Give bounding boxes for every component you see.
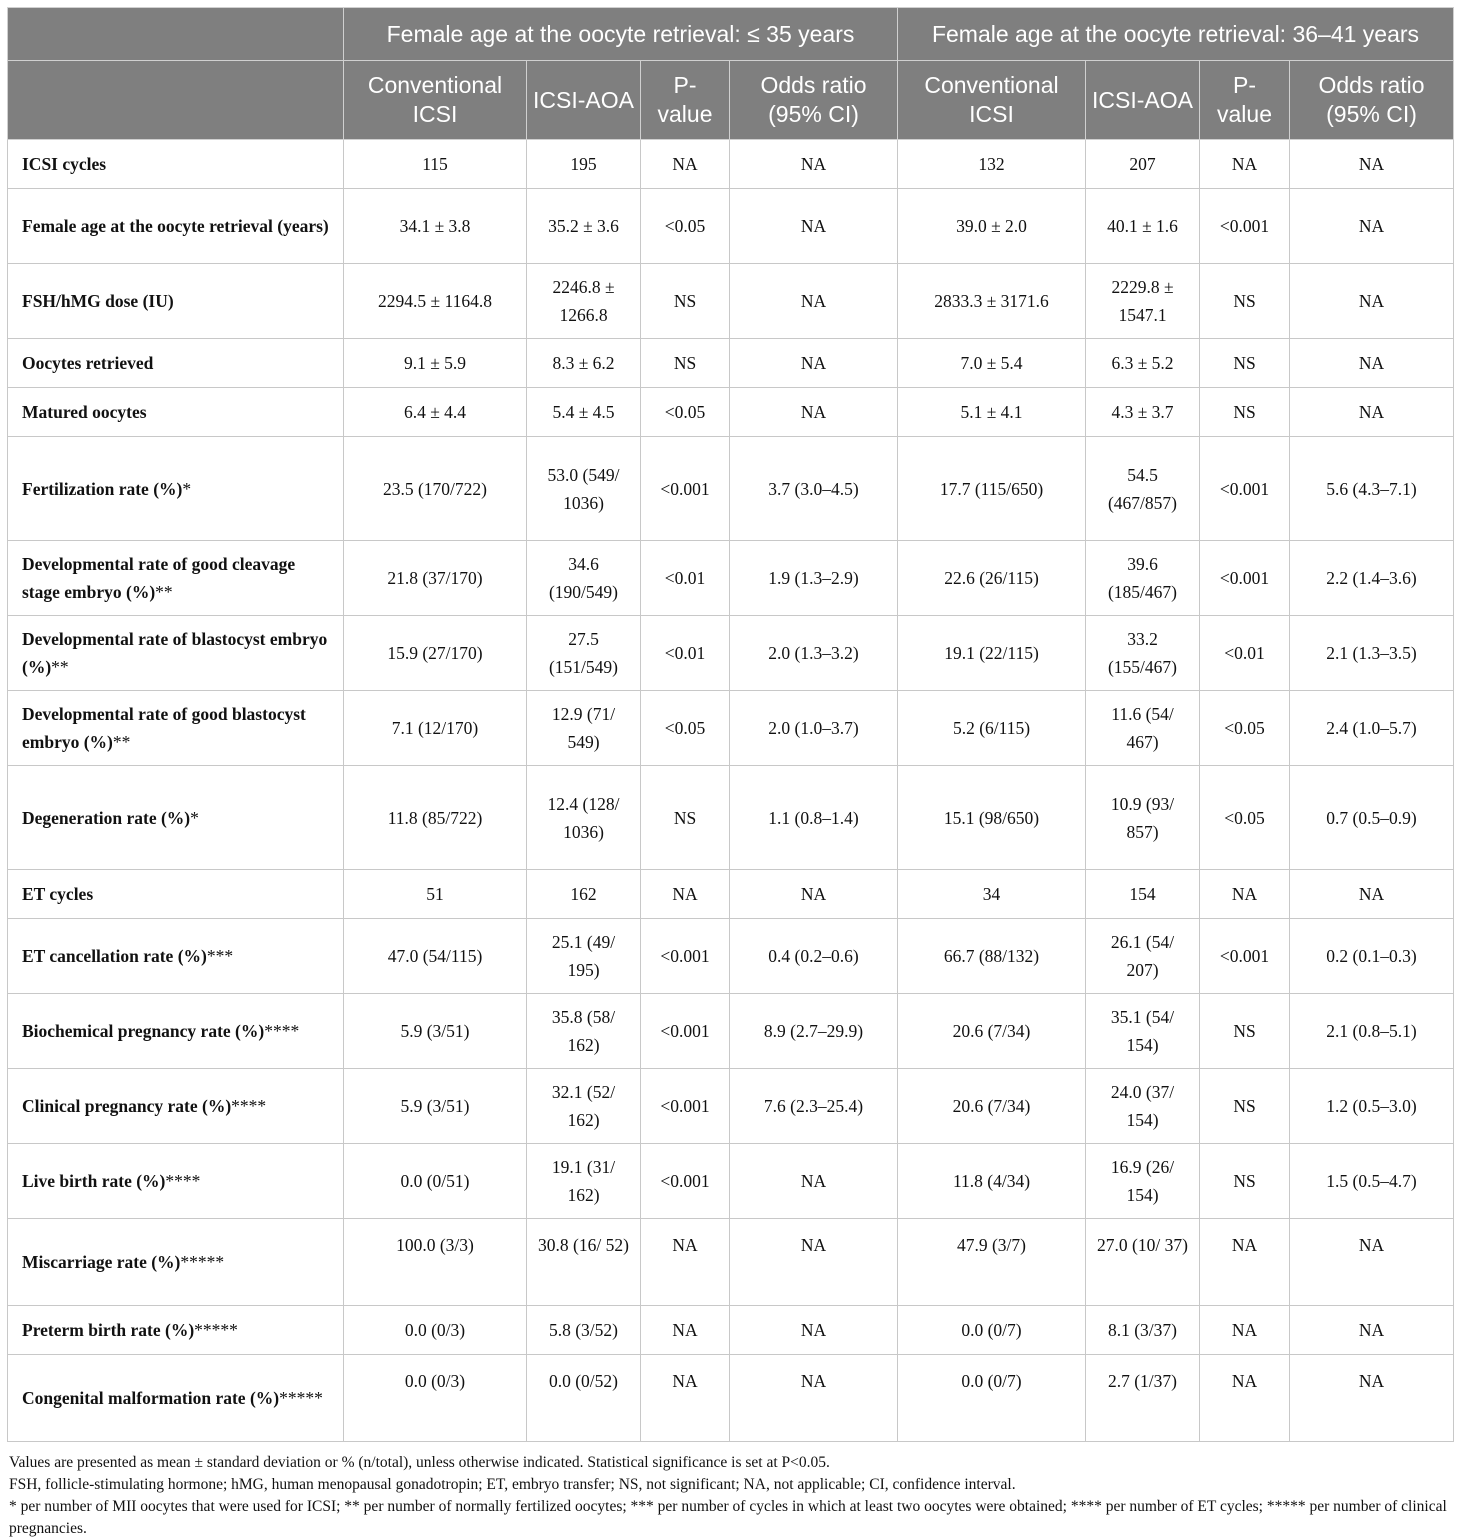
- row-label-text: Developmental rate of blastocyst embryo (%): [22, 629, 328, 677]
- table-cell: 7.1 (12/170): [344, 691, 527, 766]
- table-cell: 23.5 (170/722): [344, 437, 527, 541]
- row-label: [8, 616, 344, 691]
- col-header: ICSI-AOA: [527, 61, 641, 140]
- row-label-text: Miscarriage rate (%): [22, 1252, 181, 1272]
- table-body: [8, 140, 1454, 1442]
- table-cell: 5.4 ± 4.5: [527, 388, 641, 437]
- row-label: [8, 1069, 344, 1144]
- table-cell: 2.0 (1.3–3.2): [730, 616, 898, 691]
- header-corner-2: [8, 61, 344, 140]
- table-cell: 2.7 (1/37): [1086, 1355, 1200, 1442]
- row-label-text: Developmental rate of good blastocyst embryo (%): [22, 704, 306, 752]
- table-cell: 1.9 (1.3–2.9): [730, 541, 898, 616]
- table-cell: 0.0 (0/3): [344, 1306, 527, 1355]
- table-cell: NS: [641, 264, 730, 339]
- table-cell: 12.4 (128/ 1036): [527, 766, 641, 870]
- row-label-footnote-marker: ****: [231, 1096, 267, 1116]
- table-cell: 30.8 (16/ 52): [527, 1219, 641, 1306]
- table-cell: 47.0 (54/115): [344, 919, 527, 994]
- table-cell: 19.1 (22/115): [898, 616, 1086, 691]
- row-label-footnote-marker: *: [182, 478, 192, 499]
- table-cell: 27.0 (10/ 37): [1086, 1219, 1200, 1306]
- table-cell: 47.9 (3/7): [898, 1219, 1086, 1306]
- table-cell: <0.001: [1200, 437, 1290, 541]
- table-cell: <0.001: [1200, 189, 1290, 264]
- table-cell: NA: [641, 870, 730, 919]
- table-cell: <0.001: [641, 1069, 730, 1144]
- table-cell: 2.1 (1.3–3.5): [1290, 616, 1454, 691]
- row-label-text: Biochemical pregnancy rate (%): [22, 1021, 265, 1041]
- table-cell: NS: [1200, 339, 1290, 388]
- table-cell: NA: [730, 189, 898, 264]
- col-header: ICSI-AOA: [1086, 61, 1200, 140]
- table-cell: 2.1 (0.8–5.1): [1290, 994, 1454, 1069]
- table-cell: 0.2 (0.1–0.3): [1290, 919, 1454, 994]
- row-label-text: Female age at the oocyte retrieval (years): [22, 216, 329, 236]
- row-label: [8, 437, 344, 541]
- table-cell: NA: [641, 1306, 730, 1355]
- table-cell: 21.8 (37/170): [344, 541, 527, 616]
- table-cell: 5.9 (3/51): [344, 994, 527, 1069]
- table-cell: 34: [898, 870, 1086, 919]
- header-corner: [8, 8, 344, 61]
- row-label: [8, 1355, 344, 1442]
- table-cell: 40.1 ± 1.6: [1086, 189, 1200, 264]
- row-label-footnote-marker: *: [190, 807, 199, 828]
- row-label: [8, 388, 344, 437]
- table-cell: 35.1 (54/ 154): [1086, 994, 1200, 1069]
- row-label: [8, 189, 344, 264]
- table-cell: 15.1 (98/650): [898, 766, 1086, 870]
- table-cell: 5.9 (3/51): [344, 1069, 527, 1144]
- table-row: [8, 1355, 1454, 1442]
- table-cell: 0.0 (0/7): [898, 1306, 1086, 1355]
- table-cell: NA: [1200, 1355, 1290, 1442]
- table-cell: 22.6 (26/115): [898, 541, 1086, 616]
- table-row: [8, 766, 1454, 870]
- table-cell: NA: [1200, 140, 1290, 189]
- table-cell: 0.0 (0/51): [344, 1144, 527, 1219]
- table-cell: <0.001: [641, 919, 730, 994]
- table-cell: NA: [1290, 870, 1454, 919]
- table-cell: 9.1 ± 5.9: [344, 339, 527, 388]
- table-cell: 51: [344, 870, 527, 919]
- table-cell: <0.05: [641, 189, 730, 264]
- footnote: * per number of MII oocytes that were used for ICSI; ** per number of normally fertilized oocytes; *** per number of cycles in which at least two oocytes were obtained; **** per number of ET cycles; ***** per number of clinical pregnancies.: [9, 1498, 1447, 1537]
- group-header-le35: Female age at the oocyte retrieval: ≤ 35 years: [344, 8, 898, 61]
- table-cell: 2.0 (1.0–3.7): [730, 691, 898, 766]
- row-label: [8, 1219, 344, 1306]
- table-cell: <0.001: [641, 437, 730, 541]
- footnote: FSH, follicle-stimulating hormone; hMG, human menopausal gonadotropin; ET, embryo transfer; NS, not significant; NA, not applicable; CI, confidence interval.: [9, 1476, 1016, 1493]
- row-label-text: Degeneration rate (%): [22, 807, 191, 828]
- table-cell: <0.001: [641, 994, 730, 1069]
- table-cell: 8.1 (3/37): [1086, 1306, 1200, 1355]
- table-cell: 8.9 (2.7–29.9): [730, 994, 898, 1069]
- table-row: [8, 1306, 1454, 1355]
- table-cell: NA: [1200, 1219, 1290, 1306]
- table-cell: NA: [641, 140, 730, 189]
- table-cell: NA: [1290, 140, 1454, 189]
- row-label-footnote-marker: *****: [279, 1388, 323, 1408]
- table-cell: 1.1 (0.8–1.4): [730, 766, 898, 870]
- table-cell: <0.01: [1200, 616, 1290, 691]
- table-cell: 17.7 (115/650): [898, 437, 1086, 541]
- table-cell: 195: [527, 140, 641, 189]
- group-header-36-41: Female age at the oocyte retrieval: 36–41 years: [898, 8, 1454, 61]
- table-cell: NA: [1290, 388, 1454, 437]
- row-label: [8, 870, 344, 919]
- table-row: [8, 616, 1454, 691]
- table-cell: NA: [730, 1355, 898, 1442]
- row-label: [8, 1306, 344, 1355]
- table-cell: <0.05: [1200, 766, 1290, 870]
- table-cell: 34.1 ± 3.8: [344, 189, 527, 264]
- table-cell: 25.1 (49/ 195): [527, 919, 641, 994]
- row-label-text: Matured oocytes: [22, 402, 147, 422]
- table-cell: 66.7 (88/132): [898, 919, 1086, 994]
- col-header: P-value: [641, 61, 730, 140]
- table-cell: NA: [1290, 339, 1454, 388]
- table-row: [8, 140, 1454, 189]
- table-cell: NA: [730, 140, 898, 189]
- table-cell: NA: [730, 1219, 898, 1306]
- table-cell: 5.6 (4.3–7.1): [1290, 437, 1454, 541]
- row-label-text: Congenital malformation rate (%): [22, 1388, 280, 1408]
- table-cell: 132: [898, 140, 1086, 189]
- row-label: [8, 339, 344, 388]
- table-cell: 6.3 ± 5.2: [1086, 339, 1200, 388]
- table-cell: <0.01: [641, 541, 730, 616]
- table-cell: 162: [527, 870, 641, 919]
- table-cell: 20.6 (7/34): [898, 1069, 1086, 1144]
- table-cell: NS: [1200, 1144, 1290, 1219]
- row-label-text: FSH/hMG dose (IU): [22, 291, 174, 311]
- table-cell: 5.8 (3/52): [527, 1306, 641, 1355]
- table-cell: 0.0 (0/52): [527, 1355, 641, 1442]
- row-label-footnote-marker: **: [155, 582, 173, 602]
- table-cell: 7.0 ± 5.4: [898, 339, 1086, 388]
- table-cell: <0.05: [641, 691, 730, 766]
- row-label-text: Clinical pregnancy rate (%): [22, 1096, 232, 1116]
- table-cell: NA: [1290, 264, 1454, 339]
- table-row: [8, 437, 1454, 541]
- table-cell: 1.5 (0.5–4.7): [1290, 1144, 1454, 1219]
- table-container: [7, 7, 1453, 1540]
- row-label-text: Oocytes retrieved: [22, 353, 154, 373]
- col-header: Odds ratio (95% CI): [730, 61, 898, 140]
- row-label: [8, 1144, 344, 1219]
- row-label-footnote-marker: ***: [206, 946, 234, 966]
- table-cell: 2229.8 ± 1547.1: [1086, 264, 1200, 339]
- table-cell: 54.5 (467/857): [1086, 437, 1200, 541]
- table-cell: 2.4 (1.0–5.7): [1290, 691, 1454, 766]
- row-label: [8, 264, 344, 339]
- row-label: [8, 691, 344, 766]
- table-cell: 20.6 (7/34): [898, 994, 1086, 1069]
- row-label-footnote-marker: *****: [194, 1320, 238, 1340]
- table-row: [8, 339, 1454, 388]
- table-cell: NA: [1290, 1355, 1454, 1442]
- table-cell: 5.1 ± 4.1: [898, 388, 1086, 437]
- table-cell: NS: [1200, 994, 1290, 1069]
- table-row: [8, 691, 1454, 766]
- table-cell: NS: [641, 766, 730, 870]
- row-label-footnote-marker: **: [112, 732, 131, 752]
- footnote: Values are presented as mean ± standard deviation or % (n/total), unless otherwise indicated. Statistical significance is set at P<0.05.: [9, 1454, 830, 1471]
- table-cell: 7.6 (2.3–25.4): [730, 1069, 898, 1144]
- table-row: [8, 264, 1454, 339]
- table-cell: 11.8 (4/34): [898, 1144, 1086, 1219]
- col-header: Conventional ICSI: [344, 61, 527, 140]
- table-cell: <0.001: [1200, 919, 1290, 994]
- table-row: [8, 1069, 1454, 1144]
- table-cell: <0.05: [641, 388, 730, 437]
- table-cell: NS: [1200, 388, 1290, 437]
- table-cell: 0.7 (0.5–0.9): [1290, 766, 1454, 870]
- table-cell: 1.2 (0.5–3.0): [1290, 1069, 1454, 1144]
- table-cell: NA: [1290, 1219, 1454, 1306]
- table-cell: NA: [641, 1355, 730, 1442]
- col-header: Odds ratio (95% CI): [1290, 61, 1454, 140]
- row-label-text: Live birth rate (%): [22, 1171, 166, 1191]
- table-cell: NA: [1290, 189, 1454, 264]
- table-row: [8, 1219, 1454, 1306]
- row-label-text: ICSI cycles: [22, 154, 107, 174]
- row-label-footnote-marker: ****: [165, 1171, 201, 1191]
- table-cell: 2.2 (1.4–3.6): [1290, 541, 1454, 616]
- table-row: [8, 994, 1454, 1069]
- table-cell: 0.4 (0.2–0.6): [730, 919, 898, 994]
- table-footnotes: [7, 1452, 1453, 1540]
- table-cell: NA: [730, 388, 898, 437]
- table-cell: NA: [730, 1306, 898, 1355]
- table-cell: 2246.8 ± 1266.8: [527, 264, 641, 339]
- table-cell: 10.9 (93/ 857): [1086, 766, 1200, 870]
- table-cell: NA: [1290, 1306, 1454, 1355]
- table-cell: 154: [1086, 870, 1200, 919]
- table-cell: 3.7 (3.0–4.5): [730, 437, 898, 541]
- row-label: [8, 919, 344, 994]
- table-cell: 15.9 (27/170): [344, 616, 527, 691]
- row-label: [8, 766, 344, 870]
- table-cell: 0.0 (0/3): [344, 1355, 527, 1442]
- table-row: [8, 541, 1454, 616]
- table-cell: 34.6 (190/549): [527, 541, 641, 616]
- results-table: [7, 7, 1454, 1442]
- row-label-text: Fertilization rate (%): [22, 478, 183, 499]
- row-label-footnote-marker: **: [51, 657, 69, 677]
- col-header: Conventional ICSI: [898, 61, 1086, 140]
- row-label-footnote-marker: ****: [264, 1021, 300, 1041]
- table-cell: 32.1 (52/ 162): [527, 1069, 641, 1144]
- table-cell: 4.3 ± 3.7: [1086, 388, 1200, 437]
- table-cell: 0.0 (0/7): [898, 1355, 1086, 1442]
- table-cell: NA: [730, 264, 898, 339]
- table-cell: 35.8 (58/ 162): [527, 994, 641, 1069]
- table-cell: NA: [1200, 870, 1290, 919]
- table-cell: <0.05: [1200, 691, 1290, 766]
- table-cell: 53.0 (549/ 1036): [527, 437, 641, 541]
- table-cell: 11.6 (54/ 467): [1086, 691, 1200, 766]
- table-row: [8, 870, 1454, 919]
- table-cell: 16.9 (26/ 154): [1086, 1144, 1200, 1219]
- table-cell: 115: [344, 140, 527, 189]
- table-row: [8, 919, 1454, 994]
- table-cell: NS: [1200, 264, 1290, 339]
- table-cell: 35.2 ± 3.6: [527, 189, 641, 264]
- table-cell: NA: [1200, 1306, 1290, 1355]
- table-cell: 2294.5 ± 1164.8: [344, 264, 527, 339]
- row-label: [8, 541, 344, 616]
- table-cell: 2833.3 ± 3171.6: [898, 264, 1086, 339]
- row-label-text: ET cancellation rate (%): [22, 946, 207, 966]
- table-cell: NS: [641, 339, 730, 388]
- row-label-text: Preterm birth rate (%): [22, 1320, 195, 1340]
- row-label-footnote-marker: *****: [180, 1252, 225, 1272]
- table-cell: 26.1 (54/ 207): [1086, 919, 1200, 994]
- table-row: [8, 388, 1454, 437]
- row-label-text: ET cycles: [22, 884, 94, 904]
- table-cell: 5.2 (6/115): [898, 691, 1086, 766]
- table-cell: 27.5 (151/549): [527, 616, 641, 691]
- table-cell: 24.0 (37/ 154): [1086, 1069, 1200, 1144]
- table-cell: 100.0 (3/3): [344, 1219, 527, 1306]
- table-cell: <0.001: [641, 1144, 730, 1219]
- table-cell: <0.01: [641, 616, 730, 691]
- table-cell: 207: [1086, 140, 1200, 189]
- table-cell: <0.001: [1200, 541, 1290, 616]
- col-header: P-value: [1200, 61, 1290, 140]
- table-cell: 39.0 ± 2.0: [898, 189, 1086, 264]
- table-cell: 6.4 ± 4.4: [344, 388, 527, 437]
- table-cell: 33.2 (155/467): [1086, 616, 1200, 691]
- table-cell: NS: [1200, 1069, 1290, 1144]
- row-label-text: Developmental rate of good cleavage stage embryo (%): [22, 554, 296, 602]
- table-cell: NA: [730, 870, 898, 919]
- table-cell: 12.9 (71/ 549): [527, 691, 641, 766]
- table-cell: 19.1 (31/ 162): [527, 1144, 641, 1219]
- table-cell: 11.8 (85/722): [344, 766, 527, 870]
- row-label: [8, 994, 344, 1069]
- row-label: [8, 140, 344, 189]
- table-cell: NA: [641, 1219, 730, 1306]
- table-row: [8, 1144, 1454, 1219]
- table-row: [8, 189, 1454, 264]
- table-cell: NA: [730, 339, 898, 388]
- table-cell: NA: [730, 1144, 898, 1219]
- table-cell: 39.6 (185/467): [1086, 541, 1200, 616]
- table-cell: 8.3 ± 6.2: [527, 339, 641, 388]
